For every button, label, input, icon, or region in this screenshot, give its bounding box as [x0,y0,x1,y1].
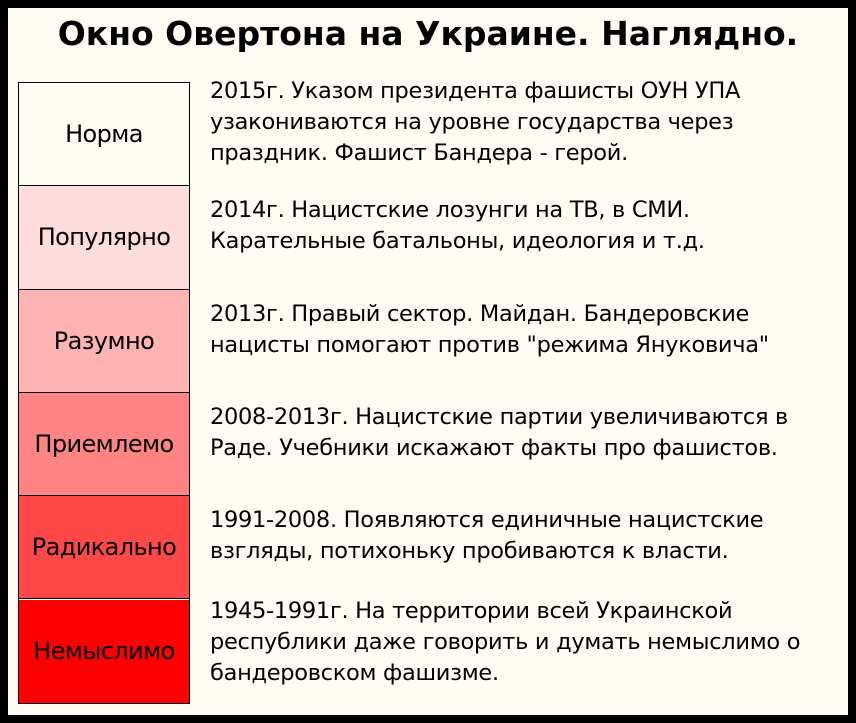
description-line: 2008-2013г. Нацистские партии увеличиваются в [210,403,789,430]
scale-level [19,496,189,599]
description-line: праздник. Фашист Бандера - герой. [210,140,628,166]
description-line: 2014г. Нацистские лозунги на ТВ, в СМИ. [210,197,690,224]
scale-level-label: Норма [65,120,143,149]
scale-level [19,393,189,496]
description-line: 1991-2008. Появляются единичные нацистские [210,507,764,534]
scale-level-label: Радикально [31,533,177,562]
scale-level-label: Немыслимо [33,637,175,666]
level-description [210,505,840,567]
description-line: 1945-1991г. На территории всей Украинской [210,597,733,624]
poster-title: Окно Овертона на Украине. Наглядно. [57,14,799,53]
description-line: 2013г. Правый сектор. Майдан. Бандеровские [210,300,750,327]
scale-level [19,290,189,393]
description-line: Раде. Учебники искажают факты про фашистов. [210,434,778,461]
description-line: взгляды, потихоньку пробиваются к власти. [210,538,729,565]
scale-level [19,600,189,703]
level-description [210,76,840,169]
overton-window-poster [8,8,848,715]
description-line: 2015г. Указом президента фашисты ОУН УПА [210,78,741,104]
description-line: бандеровском фашизме. [210,659,499,686]
level-description [210,596,840,689]
description-line: нацисты помогают против "режима Януковича" [210,331,769,358]
scale-level-label: Разумно [53,326,155,355]
description-line: узакониваются на уровне государства через [210,109,734,135]
scale-level [19,83,189,186]
overton-scale [18,82,190,704]
scale-level [19,186,189,289]
description-line: Карательные батальоны, идеология и т.д. [210,228,705,255]
level-description [210,299,840,361]
level-description [210,402,840,464]
level-description [210,195,840,257]
scale-level-label: Приемлемо [34,430,174,459]
scale-level-label: Популярно [37,223,171,252]
description-line: республики даже говорить и думать немыслимо о [210,628,801,655]
